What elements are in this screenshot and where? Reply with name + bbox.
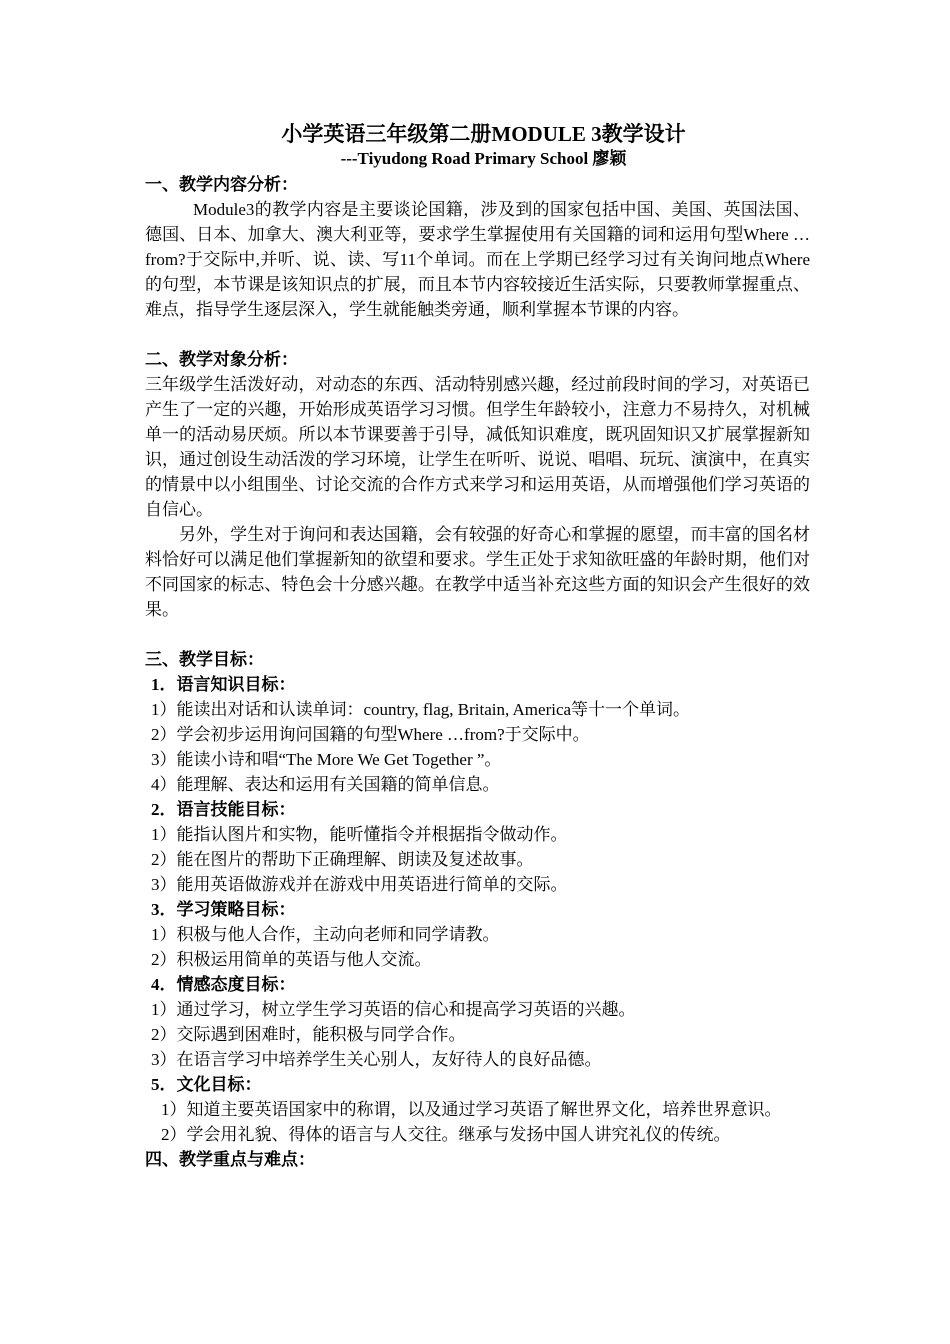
goal-heading-culture: 5．文化目标： [151, 1075, 262, 1094]
section-heading-teaching-goals: 三、教学目标： [145, 650, 264, 669]
goal-item: 1）能指认图片和实物，能听懂指令并根据指令做动作。 [151, 825, 568, 844]
goal-heading-learning-strategy: 3．学习策略目标： [151, 900, 296, 919]
goal-item: 2）能在图片的帮助下正确理解、朗读及复述故事。 [151, 850, 534, 869]
goal-heading-emotion-attitude: 4．情感态度目标： [151, 975, 296, 994]
goal-item: 1）通过学习，树立学生学习英语的信心和提高学习英语的兴趣。 [151, 1000, 636, 1019]
document-page [145, 120, 810, 1172]
goal-item: 3）能读小诗和唱“The More We Get Together ”。 [151, 750, 502, 769]
document-title: 小学英语三年级第二册MODULE 3教学设计 [281, 122, 686, 146]
goal-item: 2）积极运用简单的英语与他人交流。 [151, 950, 432, 969]
goal-item: 2）学会用礼貌、得体的语言与人交往。继承与发扬中国人讲究礼仪的传统。 [161, 1125, 731, 1144]
goal-item: 1）积极与他人合作，主动向老师和同学请教。 [151, 925, 500, 944]
goal-item: 2）学会初步运用询问国籍的句型Where …from?于交际中。 [151, 725, 590, 744]
goal-item: 3）能用英语做游戏并在游戏中用英语进行简单的交际。 [151, 875, 568, 894]
goal-heading-language-skills: 2．语言技能目标： [151, 800, 296, 819]
goal-item: 2）交际遇到困难时，能积极与同学合作。 [151, 1025, 466, 1044]
spacer [145, 322, 810, 347]
goal-item: 3）在语言学习中培养学生关心别人，友好待人的良好品德。 [151, 1050, 602, 1069]
section-heading-key-points: 四、教学重点与难点： [145, 1150, 315, 1169]
student-analysis-paragraph-1: 三年级学生活泼好动，对动态的东西、活动特别感兴趣，经过前段时间的学习，对英语已产生了一定的兴趣，开始形成英语学习习惯。但学生年龄较小，注意力不易持久，对机械单一的活动易厌烦。所以本节课要善于引导，减低知识难度，既巩固知识又扩展掌握新知识，通过创设生动活泼的学习环境，让学生在听听、说说、唱唱、玩玩、演演中，在真实的情景中以小组围坐、讨论交流的合作方式来学习和运用英语，从而增强他们学习英语的自信心。 [145, 375, 810, 519]
section-heading-student-analysis: 二、教学对象分析： [145, 350, 298, 369]
goal-heading-language-knowledge: 1．语言知识目标： [151, 675, 296, 694]
content-analysis-paragraph: Module3的教学内容是主要谈论国籍，涉及到的国家包括中国、美国、英国法国、德国、日本、加拿大、澳大利亚等，要求学生掌握使用有关国籍的词和运用句型Where …from?于交际中,并听、说、读、写11个单词。而在上学期已经学习过有关询问地点Where的句型，本节课是该知识点的扩展，而且本节内容较接近生活实际，只要教师掌握重点、难点，指导学生逐层深入，学生就能触类旁通，顺利掌握本节课的内容。 [145, 200, 810, 319]
document-subtitle: ---Tiyudong Road Primary School 廖颖 [340, 149, 627, 168]
goal-item: 1）知道主要英语国家中的称谓，以及通过学习英语了解世界文化，培养世界意识。 [161, 1100, 782, 1119]
goal-item: 1）能读出对话和认读单词：country, flag, Britain, America等十一个单词。 [151, 700, 691, 719]
goal-item: 4）能理解、表达和运用有关国籍的简单信息。 [151, 775, 500, 794]
spacer [145, 622, 810, 647]
student-analysis-paragraph-2: 另外，学生对于询问和表达国籍，会有较强的好奇心和掌握的愿望，而丰富的国名材料恰好可以满足他们掌握新知的欲望和要求。学生正处于求知欲旺盛的年龄时期，他们对不同国家的标志、特色会十分感兴趣。在教学中适当补充这些方面的知识会产生很好的效果。 [145, 525, 810, 619]
section-heading-content-analysis: 一、教学内容分析： [145, 175, 298, 194]
